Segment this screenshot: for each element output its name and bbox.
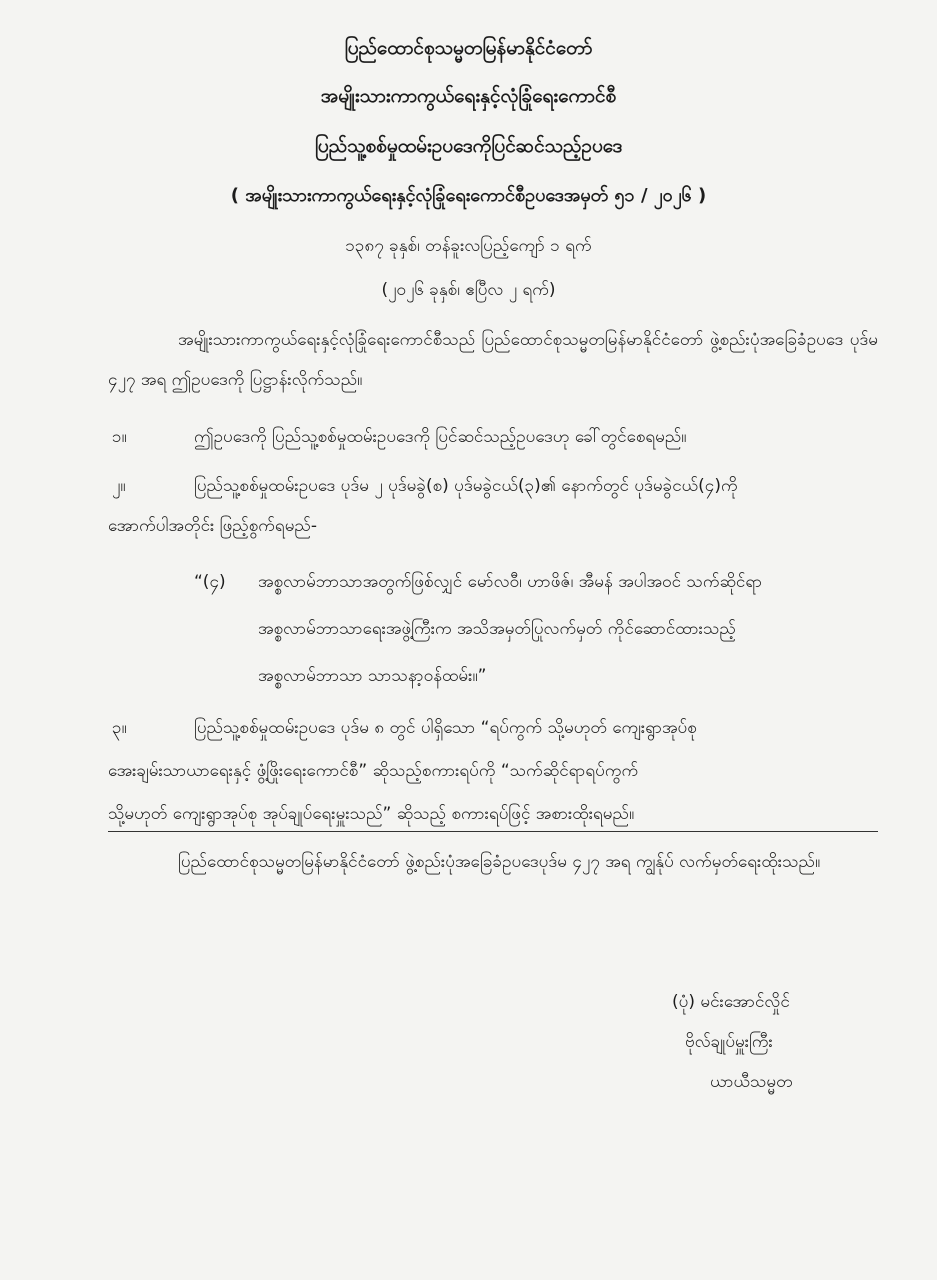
signatory-title: ယာယီသမ္မတ (710, 1072, 793, 1092)
law-number: ( အမျိုးသားကာကွယ်ရေးနှင့်လုံခြုံရေးကောင်စီဥပဒေအမှတ် ၅၁ / ၂၀၂၆ ) (230, 185, 707, 206)
quote-line-1: အစ္စလာမ်ဘာသာအတွက်ဖြစ်လျှင် မော်လဝီ၊ ဟာဖိဇ်၊ အီမန် အပါအဝင် သက်ဆိုင်ရာ (258, 572, 763, 592)
council-title: အမျိုးသားကာကွယ်ရေးနှင့်လုံခြုံရေးကောင်စီ (320, 85, 617, 107)
date-myanmar: ၁၃၈၇ ခုနှစ်၊ တန်ခူးလပြည့်ကျော် ၁ ရက် (345, 236, 592, 256)
section-3-line-3: သို့မဟုတ် ကျေးရွာအုပ်စု အုပ်ချုပ်ရေးမှူးသည်” ဆိုသည့် စကားရပ်ဖြင့် အစားထိုးရမည်။ (108, 804, 635, 824)
section-1-text: ဤဥပဒေကို ပြည်သူ့စစ်မှုထမ်းဥပဒေကို ပြင်ဆင်သည့်ဥပဒေဟု ခေါ်တွင်စေရမည်။ (194, 427, 687, 447)
section-3-line-2: အေးချမ်းသာယာရေးနှင့် ဖွံ့ဖြိုးရေးကောင်စီ” ဆိုသည့်စကားရပ်ကို “သက်ဆိုင်ရာရပ်ကွက် (108, 761, 639, 781)
divider-line (108, 831, 878, 832)
closing-paragraph: ပြည်ထောင်စုသမ္မတမြန်မာနိုင်ငံတော် ဖွဲ့စည်းပုံအခြေခံဥပဒေပုဒ်မ ၄၂၇ အရ ကျွန်ုပ် လက်မှတ်ရေးထိုးသည်။ (178, 852, 821, 872)
section-3-number: ၃။ (112, 718, 127, 738)
section-2-text: ပြည်သူ့စစ်မှုထမ်းဥပဒေ ပုဒ်မ ၂ ပုဒ်မခွဲ(စ) ပုဒ်မခွဲငယ်(၃)၏ နောက်တွင် ပုဒ်မခွဲငယ်(၄)ကို (194, 476, 738, 496)
section-2-continuation: အောက်ပါအတိုင်း ဖြည့်စွက်ရမည်- (108, 516, 317, 536)
quote-clause-number: “(၄) (194, 572, 226, 592)
signatory-rank: ဗိုလ်ချုပ်မှူးကြီး (685, 1032, 773, 1052)
section-3-text: ပြည်သူ့စစ်မှုထမ်းဥပဒေ ပုဒ်မ ၈ တွင် ပါရှိသော “ရပ်ကွက် သို့မဟုတ် ကျေးရွာအုပ်စု (194, 718, 697, 738)
section-2-number: ၂။ (112, 476, 126, 496)
law-title: ပြည်သူ့စစ်မှုထမ်းဥပဒေကိုပြင်ဆင်သည့်ဥပဒေ (314, 135, 623, 157)
quote-line-3: အစ္စလာမ်ဘာသာ သာသနာ့ဝန်ထမ်း။” (258, 666, 487, 686)
signatory-name: (ပုံ) မင်းအောင်လှိုင် (672, 992, 790, 1012)
section-1-number: ၁။ (112, 427, 127, 447)
preamble-paragraph: အမျိုးသားကာကွယ်ရေးနှင့်လုံခြုံရေးကောင်စီသည် ပြည်ထောင်စုသမ္မတမြန်မာနိုင်ငံတော် ဖွဲ့စည်းပုံအခြေခံဥပဒေ ပုဒ်မ ၄၂၇ အရ ဤဥပဒေကို ပြဋ္ဌာန်းလိုက်သည်။ (108, 330, 878, 390)
country-title: ပြည်ထောင်စုသမ္မတမြန်မာနိုင်ငံတော် (344, 37, 593, 59)
quote-line-2: အစ္စလာမ်ဘာသာရေးအဖွဲ့ကြီးက အသိအမှတ်ပြုလက်မှတ် ကိုင်ဆောင်ထားသည့် (258, 619, 736, 639)
date-gregorian: (၂၀၂၆ ခုနှစ်၊ ဧပြီလ ၂ ရက်) (381, 280, 556, 300)
